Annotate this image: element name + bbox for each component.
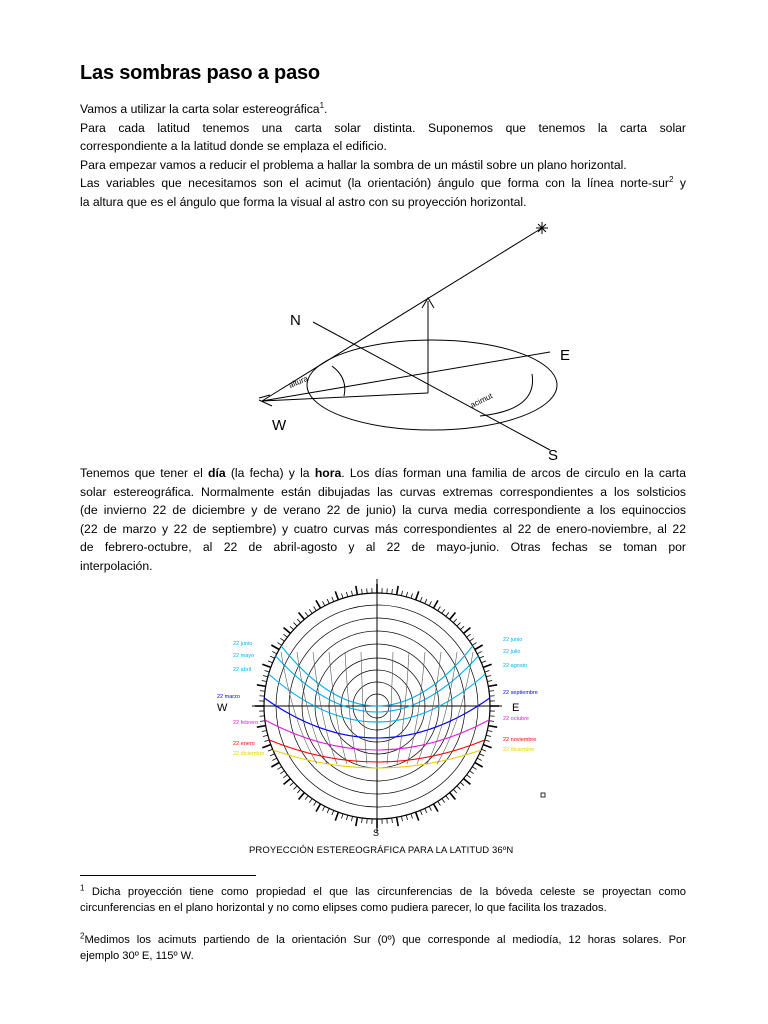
azimuth-tick — [460, 782, 464, 785]
azimuth-tick — [283, 634, 287, 637]
date-labels-right — [503, 637, 538, 753]
azimuth-tick — [411, 593, 413, 598]
azimuth-tick — [314, 801, 317, 805]
west-label: W — [272, 417, 287, 434]
azimuth-tick — [342, 814, 344, 819]
azimuth-tick — [262, 730, 267, 731]
azimuth-tick — [294, 786, 298, 790]
azimuth-tick — [335, 812, 338, 820]
azimuth-tick — [397, 817, 399, 826]
azimuth-tick — [457, 623, 461, 627]
azimuth-tick — [453, 789, 456, 793]
azimuth-tick — [406, 815, 407, 820]
azimuth-tick — [280, 638, 284, 641]
azimuth-tick — [268, 661, 273, 663]
azimuth-tick — [416, 812, 419, 820]
hour-line — [417, 652, 441, 764]
azimuth-tick — [270, 754, 275, 756]
para2-line-5: de febrero-octubre, al 22 de abril-agosto y al 22 de mayo-junio. Otras fechas se toman por — [80, 540, 686, 554]
date-label-right: 22 junio — [503, 637, 523, 643]
para2-line-4: (22 de marzo y 22 de septiembre) y cuatro curvas más correspondientes al 22 de enero-noviembre, al 22 — [80, 521, 686, 536]
azimuth-tick — [392, 589, 393, 594]
altitude-arc — [332, 366, 345, 396]
azimuth-tick — [464, 628, 471, 634]
azimuth-tick — [429, 601, 431, 605]
azimuth-tick — [342, 593, 344, 598]
azimuth-tick — [297, 789, 300, 793]
azimuth-tick — [280, 771, 284, 774]
azimuth-tick — [356, 586, 358, 595]
azimuth-tick — [446, 612, 449, 616]
azimuth-tick — [429, 806, 431, 810]
azimuth-tick — [416, 591, 419, 599]
azimuth-tick — [467, 775, 471, 778]
hour-line — [387, 652, 393, 764]
azimuth-tick — [477, 758, 481, 760]
date-label-right: 22 octubre — [503, 716, 529, 722]
azimuth-tick — [263, 735, 268, 736]
azimuth-tick — [332, 810, 334, 815]
azimuth-tick — [420, 810, 422, 815]
azimuth-tick — [299, 613, 305, 620]
azimuth-tick — [316, 804, 321, 812]
azimuth-tick — [290, 626, 294, 629]
azimuth-tick — [316, 600, 321, 608]
azimuth-tick — [434, 600, 439, 608]
azimuth-tick — [270, 656, 275, 658]
intro-line-2: Para cada latitud tenemos una carta solar distinta. Suponemos que tenemos la carta solar — [80, 120, 686, 135]
azimuth-tick — [406, 592, 407, 597]
date-label-left: 22 enero — [233, 741, 255, 747]
intro-paragraph — [80, 100, 686, 211]
azimuth-tick — [323, 601, 325, 605]
azimuth-tick — [351, 816, 352, 821]
azimuth-tick — [264, 671, 269, 673]
azimuth-tick — [294, 623, 298, 627]
chart-caption: PROYECCIÓN ESTEREOGRÁFICA PARA LA LATITUD 36ºN — [249, 845, 514, 856]
azimuth-tick — [260, 691, 265, 692]
azimuth-tick — [487, 730, 492, 731]
azimuth-tick — [483, 664, 491, 667]
azimuth-tick — [401, 816, 402, 821]
azimuth-tick — [487, 680, 492, 681]
azimuth-tick — [346, 592, 347, 597]
azimuth-tick — [479, 754, 484, 756]
azimuth-tick — [420, 597, 422, 602]
date-label-right: 22 agosto — [503, 663, 528, 669]
azimuth-tick — [262, 680, 267, 681]
azimuth-tick — [305, 612, 308, 616]
azimuth-tick — [290, 782, 294, 785]
azimuth-tick — [481, 661, 486, 663]
azimuth-tick — [262, 664, 270, 667]
azimuth-tick — [450, 613, 456, 620]
azimuth-tick — [362, 818, 363, 823]
azimuth-tick — [257, 726, 266, 728]
azimuth-tick — [271, 763, 279, 768]
south-label: S — [548, 447, 559, 464]
azimuth-tick — [268, 749, 273, 751]
azimuth-tick — [467, 634, 471, 637]
azimuth-tick — [475, 645, 483, 650]
azimuth-tick — [362, 589, 363, 594]
azimuth-tick — [460, 626, 464, 629]
azimuth-tick — [327, 599, 329, 604]
azimuth-tick — [489, 691, 494, 692]
azimuth-tick — [479, 656, 484, 658]
azimuth-tick — [277, 767, 281, 770]
azimuth-tick — [483, 745, 491, 748]
azimuth-tick — [438, 606, 441, 610]
azimuth-tick — [457, 786, 461, 790]
azimuth-tick — [392, 818, 393, 823]
azimuth-tick — [470, 638, 474, 641]
date-label-left: 22 abril — [233, 667, 252, 673]
small-square-mark — [541, 793, 545, 797]
footnote-separator — [80, 875, 256, 876]
footnote-1: $^1$ Dicha proyección tiene como propiedad el que las circunferencias de la bóveda celeste se proyectan como circunferencias en el plano horizontal y no como elipses como pudiera parecer, lo que facilita los trazados. — [80, 883, 686, 914]
date-label-right: 22 septiembre — [503, 690, 538, 696]
azimuth-tick — [442, 609, 445, 613]
azimuth-tick — [356, 817, 358, 826]
para2-line-1: Tenemos que tener el día (la fecha) y la hora. Los días forman una familia de arcos de circulo en la carta — [80, 466, 686, 480]
intro-line-3: correspondiente a la latitud donde se emplaza el edificio. — [80, 139, 387, 153]
azimuth-tick — [335, 591, 338, 599]
azimuth-tick — [438, 801, 441, 805]
hour-line — [313, 652, 337, 764]
date-hour-paragraph — [80, 464, 686, 575]
azimuth-tick — [297, 619, 300, 623]
azimuth-tick — [262, 745, 270, 748]
azimuth-tick — [485, 740, 490, 742]
date-label-left: 22 febrero — [233, 720, 259, 726]
date-label-left: 22 mayo — [233, 653, 255, 659]
azimuth-tick — [464, 779, 471, 785]
mast-sun-diagram — [250, 218, 580, 466]
date-label-left: 22 diciembre — [233, 751, 265, 757]
azimuth-tick — [264, 740, 269, 742]
azimuth-tick — [272, 758, 276, 760]
azimuth-tick — [453, 619, 456, 623]
east-label: E — [560, 347, 571, 364]
chart-east-label: E — [512, 702, 520, 714]
azimuth-tick — [425, 599, 427, 604]
sun-icon — [536, 222, 548, 234]
azimuth-tick — [309, 609, 312, 613]
azimuth-tick — [332, 597, 334, 602]
chart-west-label: W — [217, 702, 228, 714]
azimuth-tick — [486, 735, 491, 736]
azimuth-tick — [277, 643, 281, 646]
azimuth-tick — [346, 815, 347, 820]
azimuth-tick — [397, 586, 399, 595]
para2-line-2: solar estereográfica. Normalmente están dibujadas las curvas extremas correspondientes a los solsticios — [80, 484, 686, 499]
azimuth-tick — [475, 763, 483, 768]
date-label-right: 22 julio — [503, 649, 521, 655]
azimuth-tick — [272, 652, 276, 654]
azimuth-tick — [323, 806, 325, 810]
azimuth-tick — [314, 606, 317, 610]
azimuth-tick — [299, 793, 305, 800]
intro-line-4: Para empezar vamos a reducir el problema a hallar la sombra de un mástil sobre un plano horizontal. — [80, 157, 627, 172]
azimuth-tick — [488, 726, 497, 728]
date-label-left: 22 marzo — [217, 694, 240, 700]
azimuth-tick — [327, 808, 329, 813]
azimuth-tick — [257, 685, 266, 687]
date-label-right: 22 diciembre — [503, 747, 535, 753]
para2-line-3: (de invierno 22 de diciembre y de verano 22 de junio) la curva media correspondiente a los equinoccios — [80, 503, 686, 517]
intro-line-6: la altura que es el ángulo que forma la visual al astro con su proyección horizontal. — [80, 194, 527, 209]
azimuth-tick — [472, 767, 476, 770]
azimuth-tick — [284, 628, 291, 634]
azimuth-tick — [442, 799, 445, 803]
azimuth-tick — [472, 643, 476, 646]
azimuth-tick — [401, 591, 402, 596]
intro-line-1: Vamos a utilizar la carta solar estereográfica$^1$. — [80, 100, 328, 116]
para2-line-6: interpolación. — [80, 558, 153, 573]
date-label-left: 22 junio — [233, 641, 253, 647]
azimuth-tick — [446, 796, 449, 800]
azimuth-tick — [434, 804, 439, 812]
hour-line — [361, 652, 367, 764]
footnote-2: $^2$Medimos los acimuts partiendo de la orientación Sur (0º) que corresponde al mediodía, 12 horas solares. Por ejemplo 30º E, 115º W. — [80, 931, 686, 962]
azimuth-tick — [263, 675, 268, 676]
acimut-label: acimut — [468, 391, 495, 410]
north-label: N — [290, 312, 301, 329]
intro-line-5: Las variables que necesitamos son el acimut (la orientación) ángulo que forma con la línea norte-sur$^2$ y — [80, 174, 686, 190]
azimuth-tick — [470, 771, 474, 774]
azimuth-tick — [450, 793, 456, 800]
footnote-ref-1: 1 — [319, 100, 325, 110]
azimuth-tick — [477, 652, 481, 654]
azimuth-tick — [411, 814, 413, 819]
footnote-ref-2: 2 — [668, 174, 674, 184]
azimuth-tick — [309, 799, 312, 803]
azimuth-tick — [284, 779, 291, 785]
azimuth-tick — [486, 675, 491, 676]
date-labels-left — [217, 641, 265, 757]
azimuth-tick — [489, 721, 494, 722]
page-title: Las sombras paso a paso — [80, 62, 320, 84]
azimuth-tick — [271, 645, 279, 650]
date-label-right: 22 noviembre — [503, 737, 537, 743]
chart-south-label: S — [373, 828, 380, 838]
azimuth-tick — [481, 749, 486, 751]
azimuth-tick — [305, 796, 308, 800]
azimuth-tick — [488, 685, 497, 687]
altura-label: altura — [287, 374, 310, 390]
azimuth-tick — [260, 721, 265, 722]
azimuth-tick — [283, 775, 287, 778]
azimuth-tick — [485, 671, 490, 673]
stereographic-sun-chart — [205, 574, 555, 860]
azimuth-tick — [351, 591, 352, 596]
azimuth-tick — [425, 808, 427, 813]
